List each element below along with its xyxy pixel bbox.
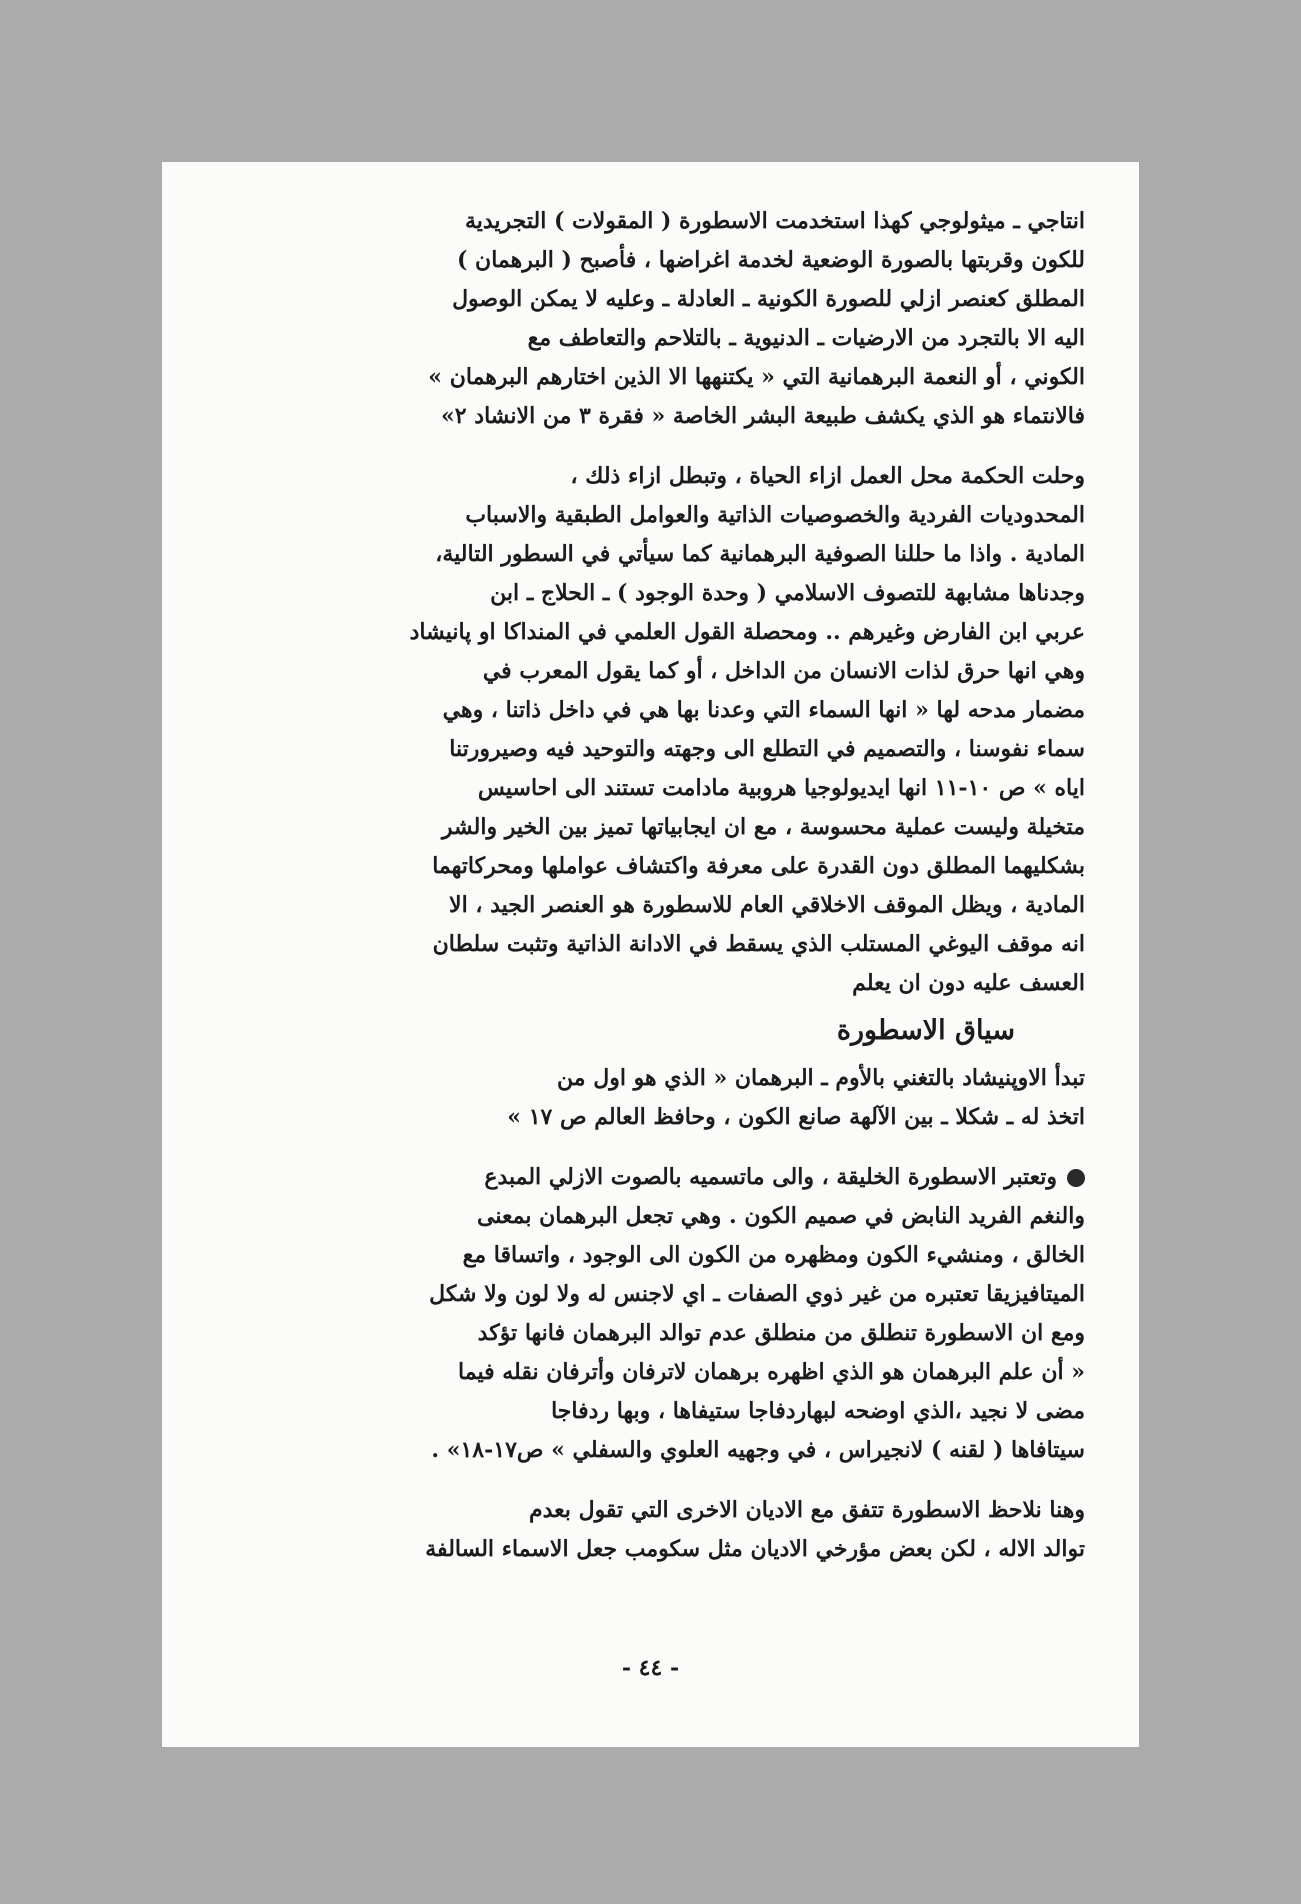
text-line: وجدناها مشابهة للتصوف الاسلامي ( وحدة الوجود ) ـ الحلاج ـ ابن [490,580,1085,606]
text-line: عربي ابن الفارض وغيرهم .. ومحصلة القول العلمي في المنداكا او پانيشاد [409,619,1085,645]
text-line: فالانتماء هو الذي يكشف طبيعة البشر الخاصة « فقرة ٣ من الانشاد ٢» [441,403,1085,429]
text-line: المادية ، ويظل الموقف الاخلاقي العام للاسطورة هو العنصر الجيد ، الا [449,892,1085,918]
text-line: العسف عليه دون ان يعلم [852,970,1085,996]
text-line: الميتافيزيقا تعتبره من غير ذوي الصفات ـ اي لاجنس له ولا لون ولا شكل [429,1281,1085,1307]
text-line: للكون وقربتها بالصورة الوضعية لخدمة اغراضها ، فأصبح ( البرهمان ) [456,247,1085,273]
text-line: « أن علم البرهمان هو الذي اظهره برهمان لاترفان وأترفان نقله فيما [458,1359,1085,1385]
text-line: بشكليهما المطلق دون القدرة على معرفة واكتشاف عواملها ومحركاتهما [432,853,1085,879]
paragraph-gap [212,436,1085,457]
text-line-content: وتعتبر الاسطورة الخليقة ، والى ماتسميه بالصوت الازلي المبدع [484,1164,1057,1190]
text-line [212,1158,1085,1197]
text-line: وحلت الحكمة محل العمل ازاء الحياة ، وتبطل ازاء ذلك ، [570,463,1085,489]
text-line: مضمار مدحه لها « انها السماء التي وعدنا بها هي في داخل ذاتنا ، وهي [442,697,1085,723]
text-line: مضى لا نجيد ،الذي اوضحه لبهاردفاجا ستيفاها ، وبها ردفاجا [551,1398,1085,1424]
paragraph-4 [212,1158,1085,1470]
text-line: اتخذ له ـ شكلا ـ بين الآلهة صانع الكون ، وحافظ العالم ص ١٧ » [507,1104,1085,1130]
text-line: والنغم الفريد النابض في صميم الكون . وهي تجعل البرهمان بمعنى [477,1203,1085,1229]
text-line: متخيلة وليست عملية محسوسة ، مع ان ايجابياتها تميز بين الخير والشر [441,814,1085,840]
body-text [212,202,1085,1569]
text-line: اياه » ص ١٠-١١ انها ايديولوجيا هروبية مادامت تستند الى احاسيس [477,775,1085,801]
text-line: وهي انها حرق لذات الانسان من الداخل ، أو كما يقول المعرب في [482,658,1085,684]
text-line: المحدوديات الفردية والخصوصيات الذاتية والعوامل الطبقية والاسباب [465,502,1085,528]
text-line: تبدأ الاوپنيشاد بالتغني بالأوم ـ البرهمان « الذي هو اول من [557,1065,1085,1091]
paragraph-gap [212,1137,1085,1158]
text-line: سماء نفوسنا ، والتصميم في التطلع الى وجهته والتوحيد فيه وصيرورتنا [449,736,1085,762]
text-line: الخالق ، ومنشيء الكون ومظهره من الكون الى الوجود ، واتساقا مع [462,1242,1085,1268]
bullet-icon [1067,1169,1085,1187]
paragraph-1 [212,202,1085,436]
text-line: الكوني ، أو النعمة البرهمانية التي « يكتنهها الا الذين اختارهم البرهمان » [428,364,1085,390]
text-line: المادية . واذا ما حللنا الصوفية البرهمانية كما سيأتي في السطور التالية، [435,541,1085,567]
page-number: - ٤٤ - [621,1655,680,1681]
section-heading: سياق الاسطورة [836,1015,1015,1046]
paragraph-2 [212,457,1085,1003]
text-line: توالد الاله ، لكن بعض مؤرخي الاديان مثل سكومب جعل الاسماء السالفة [425,1536,1085,1562]
paragraph-gap [212,1470,1085,1491]
text-line: اليه الا بالتجرد من الارضيات ـ الدنيوية ـ بالتلاحم والتعاطف مع [527,325,1085,351]
paragraph-5 [212,1491,1085,1569]
book-page [162,162,1139,1747]
text-line: ومع ان الاسطورة تنطلق من منطلق عدم توالد البرهمان فانها تؤكد [477,1320,1085,1346]
text-line: وهنا نلاحظ الاسطورة تتفق مع الاديان الاخرى التي تقول بعدم [529,1497,1085,1523]
text-line: المطلق كعنصر ازلي للصورة الكونية ـ العادلة ـ وعليه لا يمكن الوصول [452,286,1085,312]
text-line: انه موقف اليوغي المستلب الذي يسقط في الادانة الذاتية وتثبت سلطان [432,931,1085,957]
text-line: انتاجي ـ ميثولوجي كهذا استخدمت الاسطورة ( المقولات ) التجريدية [464,208,1085,234]
text-line: سيتافاها ( لقنه ) لانجيراس ، في وجهيه العلوي والسفلي » ص١٧-١٨» . [431,1437,1085,1463]
paragraph-3 [212,1059,1085,1137]
